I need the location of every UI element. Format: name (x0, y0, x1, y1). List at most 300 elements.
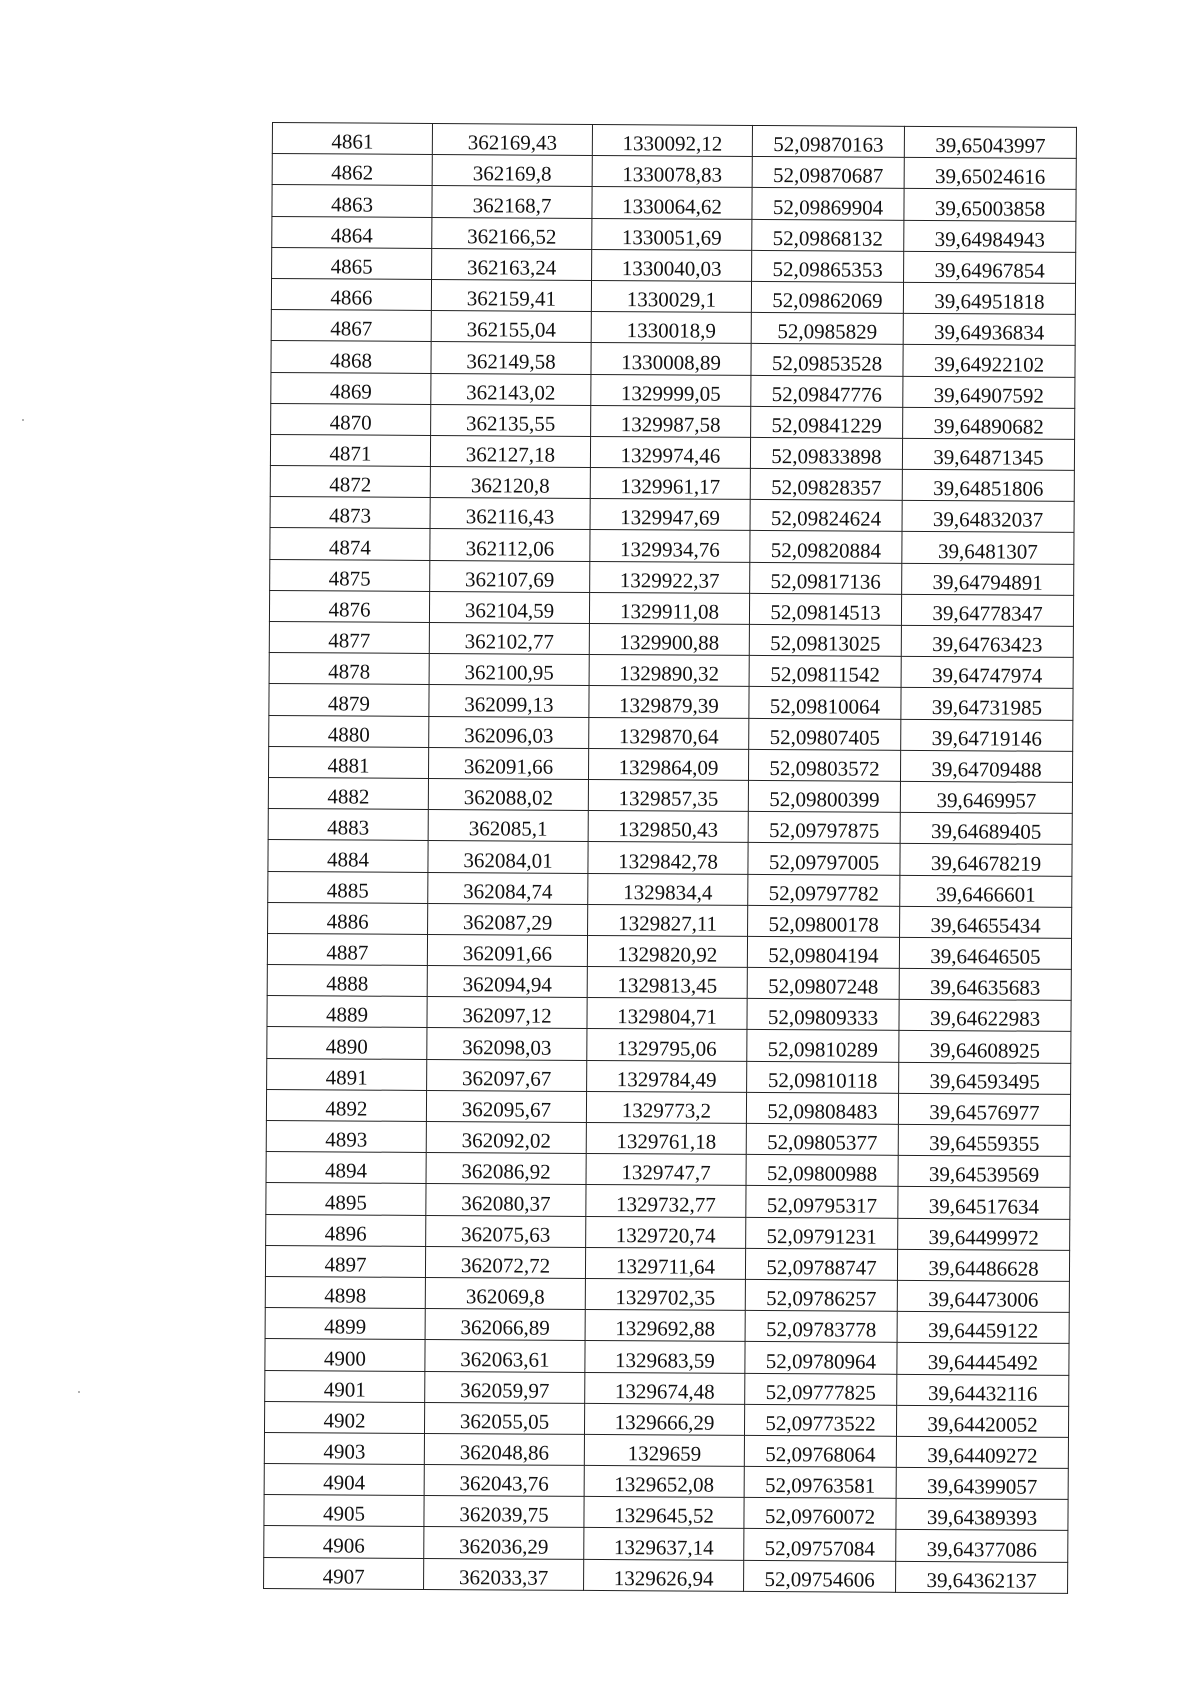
y-coordinate-cell (585, 1310, 745, 1342)
cell-text: 362091,66 (463, 754, 554, 779)
cell-text: 52,09865353 (772, 256, 883, 282)
cell-text: 4889 (325, 1002, 369, 1028)
cell-text: 362095,67 (461, 1097, 552, 1122)
cell-text: 39,64486628 (928, 1255, 1039, 1281)
longitude-cell (903, 313, 1075, 345)
table-row (264, 1464, 1068, 1500)
point-number-cell (269, 590, 429, 622)
cell-text: 52,09810289 (767, 1036, 879, 1062)
cell-text: 1330018,9 (626, 318, 716, 344)
latitude-cell (744, 1560, 896, 1592)
latitude-cell (745, 1279, 897, 1311)
point-number-cell (272, 154, 432, 186)
cell-text: 52,09870687 (772, 163, 884, 189)
cell-text: 362084,01 (463, 847, 553, 873)
cell-text: 4870 (329, 410, 372, 435)
table-row (268, 777, 1072, 813)
longitude-cell (904, 220, 1076, 252)
x-coordinate-cell (425, 1371, 585, 1403)
x-coordinate-cell (424, 1433, 584, 1465)
cell-text: 1329761,18 (616, 1129, 717, 1154)
cell-text: 52,09773522 (765, 1410, 876, 1436)
latitude-cell (748, 874, 900, 906)
cell-text: 39,65043997 (935, 133, 1046, 158)
cell-text: 362033,37 (458, 1564, 549, 1590)
table-row (270, 528, 1074, 564)
cell-text: 4883 (327, 815, 370, 840)
latitude-cell (752, 157, 904, 189)
x-coordinate-cell (432, 248, 592, 280)
point-number-cell (269, 621, 429, 653)
cell-text: 52,09805377 (767, 1130, 878, 1155)
cell-text: 4887 (326, 940, 369, 965)
table-row (267, 1058, 1071, 1094)
point-number-cell (268, 777, 428, 809)
cell-text: 52,09810064 (769, 693, 881, 719)
table-row (267, 965, 1071, 1001)
x-coordinate-cell (426, 1184, 586, 1216)
cell-text: 4905 (322, 1501, 366, 1527)
y-coordinate-cell (585, 1247, 745, 1279)
point-number-cell (269, 653, 429, 685)
point-number-cell (270, 559, 430, 591)
longitude-cell (896, 1561, 1068, 1593)
point-number-cell (265, 1276, 425, 1308)
point-number-cell (271, 372, 431, 404)
table-row (266, 1089, 1070, 1125)
cell-text: 1330051,69 (621, 224, 722, 250)
latitude-cell (749, 687, 901, 719)
table-row (272, 154, 1076, 190)
longitude-cell (898, 1218, 1070, 1250)
cell-text: 39,64951818 (934, 289, 1045, 314)
cell-text: 39,64622983 (929, 1006, 1041, 1032)
cell-text: 39,64635683 (930, 975, 1041, 1000)
cell-text: 4886 (326, 909, 369, 934)
cell-text: 362059,97 (460, 1377, 550, 1403)
x-coordinate-cell (428, 747, 588, 779)
y-coordinate-cell (585, 1372, 745, 1404)
cell-text: 4878 (328, 659, 371, 684)
cell-text: 39,64871345 (933, 445, 1044, 470)
table-row (271, 278, 1075, 314)
point-number-cell (264, 1557, 424, 1589)
cell-text: 39,64763423 (932, 632, 1043, 657)
x-coordinate-cell (426, 1215, 586, 1247)
cell-text: 52,09777825 (765, 1379, 876, 1405)
table-row (267, 933, 1071, 969)
longitude-cell (897, 1280, 1069, 1312)
point-number-cell (264, 1464, 424, 1496)
latitude-cell (750, 437, 902, 469)
cell-text: 1329652,08 (614, 1472, 715, 1497)
latitude-cell (751, 406, 903, 438)
latitude-cell (745, 1311, 897, 1343)
latitude-cell (745, 1248, 897, 1280)
x-coordinate-cell (425, 1277, 585, 1309)
longitude-cell (901, 719, 1073, 751)
cell-text: 1330064,62 (622, 193, 722, 219)
latitude-cell (750, 531, 902, 563)
cell-text: 362088,02 (463, 785, 554, 810)
cell-text: 39,64377086 (926, 1536, 1037, 1562)
cell-text: 4890 (325, 1033, 368, 1059)
cell-text: 39,64420052 (927, 1411, 1038, 1437)
cell-text: 1329659 (627, 1441, 702, 1466)
x-coordinate-cell (429, 654, 589, 686)
cell-text: 1329879,39 (618, 692, 719, 718)
cell-text: 4866 (330, 285, 373, 310)
y-coordinate-cell (589, 592, 749, 624)
cell-text: 39,64646505 (930, 944, 1041, 969)
table-row (266, 1120, 1070, 1156)
cell-text: 39,6469957 (936, 788, 1037, 813)
point-number-cell (272, 216, 432, 248)
cell-text: 1329804,71 (617, 1004, 717, 1030)
y-coordinate-cell (589, 686, 749, 718)
longitude-cell (904, 126, 1076, 158)
table-row (266, 1214, 1070, 1250)
table-row (265, 1245, 1069, 1281)
point-number-cell (268, 809, 428, 841)
cell-text: 1329834,4 (623, 879, 713, 905)
longitude-cell (903, 345, 1075, 377)
cell-text: 39,64559355 (929, 1131, 1040, 1156)
cell-text: 52,09820884 (770, 537, 882, 563)
longitude-cell (901, 688, 1073, 720)
cell-text: 1329900,88 (619, 630, 720, 655)
latitude-cell (751, 375, 903, 407)
cell-text: 4893 (325, 1127, 368, 1152)
cell-text: 362169,43 (467, 130, 558, 155)
cell-text: 52,09824624 (770, 506, 882, 532)
cell-text: 39,64907592 (933, 382, 1045, 408)
latitude-cell (746, 1123, 898, 1155)
scan-speck (78, 1391, 80, 1393)
y-coordinate-cell (588, 748, 748, 780)
cell-text: 1329911,08 (619, 599, 720, 624)
cell-text: 39,64389393 (926, 1505, 1038, 1531)
point-number-cell (268, 902, 428, 934)
point-number-cell (271, 278, 431, 310)
latitude-cell (745, 1373, 897, 1405)
cell-text: 362159,41 (466, 286, 557, 311)
x-coordinate-cell (424, 1496, 584, 1528)
cell-text: 362135,55 (465, 411, 556, 436)
cell-text: 362169,8 (472, 161, 552, 187)
longitude-cell (902, 501, 1074, 533)
point-number-cell (271, 341, 431, 373)
point-number-cell (267, 1058, 427, 1090)
table-row (270, 497, 1074, 533)
latitude-cell (746, 1186, 898, 1218)
cell-text: 4874 (328, 534, 371, 560)
x-coordinate-cell (428, 872, 588, 904)
table-row (272, 185, 1076, 221)
cell-text: 39,64655434 (930, 912, 1041, 938)
cell-text: 4892 (325, 1096, 368, 1121)
longitude-cell (901, 625, 1073, 657)
latitude-cell (748, 843, 900, 875)
cell-text: 52,09800988 (766, 1161, 878, 1187)
cell-text: 362149,58 (466, 348, 556, 374)
y-coordinate-cell (585, 1278, 745, 1310)
y-coordinate-cell (588, 842, 748, 874)
y-coordinate-cell (584, 1497, 744, 1529)
cell-text: 52,09786257 (766, 1286, 877, 1311)
cell-text: 4884 (326, 846, 370, 872)
cell-text: 4876 (328, 597, 371, 622)
x-coordinate-cell (429, 716, 589, 748)
cell-text: 52,09780964 (765, 1348, 877, 1374)
cell-text: 52,09870163 (773, 132, 884, 157)
x-coordinate-cell (430, 529, 590, 561)
table-row (264, 1495, 1068, 1531)
cell-text: 4879 (327, 690, 371, 716)
cell-text: 39,64362137 (926, 1567, 1037, 1593)
point-number-cell (267, 996, 427, 1028)
point-number-cell (266, 1089, 426, 1121)
longitude-cell (904, 251, 1076, 283)
cell-text: 4877 (328, 628, 371, 653)
x-coordinate-cell (431, 373, 591, 405)
y-coordinate-cell (588, 811, 748, 843)
y-coordinate-cell (584, 1403, 744, 1435)
cell-text: 362098,03 (462, 1034, 552, 1060)
longitude-cell (900, 875, 1072, 907)
point-number-cell (266, 1214, 426, 1246)
cell-text: 4894 (325, 1158, 368, 1183)
y-coordinate-cell (587, 998, 747, 1030)
latitude-cell (744, 1435, 896, 1467)
cell-text: 4888 (326, 971, 369, 996)
y-coordinate-cell (592, 187, 752, 219)
y-coordinate-cell (588, 904, 748, 936)
x-coordinate-cell (431, 279, 591, 311)
cell-text: 39,64678219 (930, 850, 1042, 876)
latitude-cell (746, 1092, 898, 1124)
x-coordinate-cell (432, 155, 592, 187)
latitude-cell (749, 718, 901, 750)
point-number-cell (269, 715, 429, 747)
longitude-cell (899, 1000, 1071, 1032)
longitude-cell (900, 906, 1072, 938)
longitude-cell (898, 1124, 1070, 1156)
latitude-cell (748, 780, 900, 812)
table-row (268, 840, 1072, 876)
cell-text: 39,64459122 (927, 1318, 1039, 1344)
cell-text: 362107,69 (465, 567, 555, 592)
x-coordinate-cell (430, 435, 590, 467)
longitude-cell (900, 781, 1072, 813)
y-coordinate-cell (587, 1029, 747, 1061)
cell-text: 362096,03 (464, 722, 554, 748)
cell-text: 1329732,77 (615, 1191, 716, 1217)
table-row (269, 684, 1073, 720)
cell-text: 4871 (329, 441, 372, 466)
point-number-cell (265, 1245, 425, 1277)
point-number-cell (265, 1339, 425, 1371)
cell-text: 1329645,52 (614, 1503, 714, 1529)
table-row (265, 1308, 1069, 1344)
cell-text: 52,09810118 (767, 1067, 878, 1093)
cell-text: 39,64967854 (934, 257, 1045, 283)
longitude-cell (899, 937, 1071, 969)
longitude-cell (904, 189, 1076, 221)
cell-text: 1329720,74 (615, 1222, 716, 1248)
table-row (266, 1183, 1070, 1219)
table-row (264, 1401, 1068, 1437)
x-coordinate-cell (427, 966, 587, 998)
longitude-cell (902, 469, 1074, 501)
cell-text: 1330092,12 (622, 131, 723, 156)
cell-text: 1329934,76 (619, 536, 720, 562)
y-coordinate-cell (590, 561, 750, 593)
table-row (269, 653, 1073, 689)
cell-text: 52,09809333 (767, 1005, 879, 1031)
cell-text: 4897 (324, 1252, 367, 1277)
point-number-cell (270, 466, 430, 498)
latitude-cell (747, 1061, 899, 1093)
cell-text: 39,64851806 (933, 476, 1044, 501)
latitude-cell (749, 593, 901, 625)
cell-text: 4903 (323, 1439, 366, 1464)
cell-text: 39,65024616 (934, 164, 1046, 190)
cell-text: 1330040,03 (621, 256, 722, 281)
point-number-cell (266, 1152, 426, 1184)
cell-text: 52,09795317 (766, 1192, 878, 1218)
y-coordinate-cell (590, 499, 750, 531)
cell-text: 362097,67 (461, 1065, 552, 1091)
latitude-cell (751, 344, 903, 376)
cell-text: 1329637,14 (613, 1534, 714, 1560)
cell-text: 4869 (329, 379, 372, 404)
point-number-cell (270, 497, 430, 529)
cell-text: 1329890,32 (619, 661, 720, 687)
cell-text: 1329674,48 (614, 1378, 715, 1404)
scan-speck (22, 419, 24, 421)
cell-text: 4861 (331, 129, 374, 154)
cell-text: 362055,05 (459, 1409, 550, 1434)
latitude-cell (750, 468, 902, 500)
cell-text: 52,09804194 (768, 943, 879, 968)
cell-text: 362097,12 (462, 1003, 552, 1029)
point-number-cell (268, 746, 428, 778)
cell-text: 1329795,06 (616, 1035, 717, 1061)
y-coordinate-cell (587, 935, 747, 967)
point-number-cell (264, 1526, 424, 1558)
cell-text: 4904 (323, 1470, 366, 1495)
longitude-cell (902, 563, 1074, 595)
cell-text: 362075,63 (461, 1221, 551, 1247)
latitude-cell (752, 125, 904, 157)
cell-text: 39,64517634 (928, 1193, 1040, 1219)
cell-text: 1329870,64 (618, 723, 719, 749)
latitude-cell (745, 1342, 897, 1374)
longitude-cell (899, 968, 1071, 1000)
y-coordinate-cell (585, 1341, 745, 1373)
table-row (269, 621, 1073, 657)
cell-text: 362163,24 (466, 255, 557, 280)
table-row (265, 1339, 1069, 1375)
longitude-cell (896, 1405, 1068, 1437)
cell-text: 362085,1 (468, 816, 548, 842)
cell-text: 52,09797875 (768, 818, 880, 844)
x-coordinate-cell (425, 1340, 585, 1372)
table-row (271, 403, 1075, 439)
x-coordinate-cell (428, 778, 588, 810)
y-coordinate-cell (592, 124, 752, 156)
cell-text: 1329683,59 (614, 1347, 715, 1373)
point-number-cell (270, 434, 430, 466)
cell-text: 52,09833898 (771, 444, 882, 469)
cell-text: 362100,95 (464, 660, 554, 686)
x-coordinate-cell (429, 591, 589, 623)
x-coordinate-cell (429, 685, 589, 717)
x-coordinate-cell (432, 217, 592, 249)
longitude-cell (897, 1311, 1069, 1343)
cell-text: 1329961,17 (620, 474, 721, 499)
cell-text: 52,09768064 (765, 1442, 876, 1467)
point-number-cell (265, 1308, 425, 1340)
longitude-cell (897, 1343, 1069, 1375)
cell-text: 52,09828357 (771, 475, 882, 500)
cell-text: 4867 (330, 316, 373, 341)
cell-text: 1329999,05 (620, 380, 721, 406)
cell-text: 52,09791231 (766, 1223, 877, 1249)
x-coordinate-cell (424, 1465, 584, 1497)
latitude-cell (744, 1404, 896, 1436)
point-number-cell (268, 871, 428, 903)
table-row (268, 809, 1072, 845)
x-coordinate-cell (429, 622, 589, 654)
table-row (267, 996, 1071, 1032)
cell-text: 52,09841229 (771, 412, 882, 438)
point-number-cell (272, 123, 432, 155)
cell-text: 1329702,35 (615, 1285, 716, 1310)
cell-text: 52,09817136 (770, 568, 881, 594)
cell-text: 362084,74 (463, 878, 553, 904)
latitude-cell (752, 250, 904, 282)
y-coordinate-cell (589, 655, 749, 687)
cell-text: 52,09788747 (766, 1254, 877, 1280)
point-number-cell (271, 310, 431, 342)
cell-text: 39,6466601 (935, 881, 1036, 907)
longitude-cell (899, 1062, 1071, 1094)
cell-text: 52,09760072 (764, 1504, 876, 1530)
cell-text: 4907 (322, 1564, 365, 1589)
cell-text: 1330029,1 (626, 287, 717, 312)
cell-text: 52,09811542 (770, 662, 880, 688)
y-coordinate-cell (586, 1154, 746, 1186)
table-row (269, 715, 1073, 751)
cell-text: 362112,06 (465, 535, 555, 561)
table-row (265, 1370, 1069, 1406)
y-coordinate-cell (590, 436, 750, 468)
cell-text: 1329711,64 (615, 1254, 716, 1279)
cell-text: 52,09847776 (771, 381, 883, 407)
x-coordinate-cell (430, 498, 590, 530)
cell-text: 362043,76 (459, 1471, 549, 1496)
cell-text: 4872 (329, 472, 372, 497)
cell-text: 52,09797005 (768, 849, 880, 875)
y-coordinate-cell (584, 1528, 744, 1560)
latitude-cell (746, 1155, 898, 1187)
latitude-cell (746, 1217, 898, 1249)
cell-text: 39,64432116 (927, 1380, 1038, 1406)
longitude-cell (901, 657, 1073, 689)
cell-text: 4885 (326, 878, 369, 903)
